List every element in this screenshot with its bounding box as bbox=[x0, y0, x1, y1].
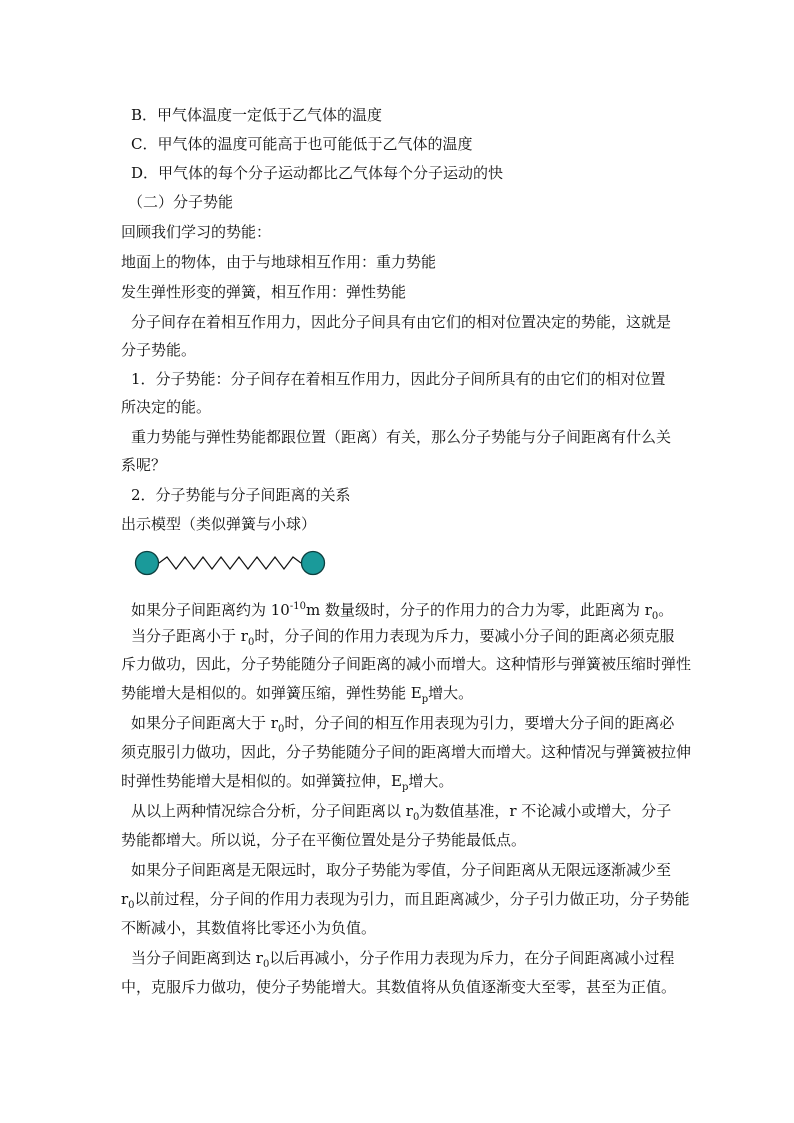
infinity-cont-1: $r_0$以前过程，分子间的作用力表现为引力，而且距离减少，分子引力做正功，分子势能 bbox=[121, 890, 690, 911]
last-paragraph: 当分子间距离到达 $r_0$以后再减小，分子作用力表现为斥力，在分子间距离减小过程 bbox=[131, 949, 675, 970]
spring bbox=[159, 557, 301, 569]
last-paragraph-cont: 中，克服斥力做功，使分子势能增大。其数值将从负值逐渐变大至零，甚至为正值。 bbox=[121, 978, 677, 996]
paragraph-1: 分子间存在着相互作用力，因此分子间具有由它们的相对位置决定的势能，这就是 bbox=[131, 313, 672, 331]
greater-than-paragraph: 如果分子间距离大于 $r_0$时，分子间的相互作用表现为引力，要增大分子间的距离必 bbox=[131, 714, 675, 735]
section-title: （二）分子势能 bbox=[128, 193, 234, 211]
summary-paragraph: 从以上两种情况综合分析，分子间距离以 $r_0$为数值基准，r 不论减小或增大，分子 bbox=[131, 802, 672, 823]
infinity-cont-2: 不断减小，其数值将比零还小为负值。 bbox=[121, 919, 377, 937]
relation-heading: 2．分子势能与分子间距离的关系 bbox=[131, 486, 351, 504]
elastic-line: 发生弹性形变的弹簧，相互作用：弹性势能 bbox=[121, 283, 407, 301]
option-b: B．甲气体温度一定低于乙气体的温度 bbox=[131, 106, 383, 124]
option-d: D．甲气体的每个分子运动都比乙气体每个分子运动的快 bbox=[131, 164, 504, 182]
definition: 1．分子势能：分子间存在着相互作用力，因此分子间所具有的由它们的相对位置 bbox=[131, 370, 666, 388]
less-than-paragraph: 当分子距离小于 $r_0$时，分子间的作用力表现为斥力，要减小分子间的距离必须克服 bbox=[131, 627, 675, 648]
paragraph-1-cont: 分子势能。 bbox=[121, 341, 197, 359]
left-ball bbox=[136, 552, 159, 575]
option-c: C．甲气体的温度可能高于也可能低于乙气体的温度 bbox=[131, 135, 473, 153]
definition-cont: 所决定的能。 bbox=[121, 398, 212, 416]
less-than-cont-1: 斥力做功，因此，分子势能随分子间距离的减小而增大。这种情形与弹簧被压缩时弹性 bbox=[121, 655, 692, 673]
r0-paragraph: 如果分子间距离约为 $10^{-10}m$ 数量级时，分子的作用力的合力为零，此距离为 $r_0$。 bbox=[131, 601, 674, 622]
spring-ball-model bbox=[134, 549, 329, 577]
greater-than-cont-2: 时弹性势能增大是相似的。如弹簧拉伸，$E_p$增大。 bbox=[121, 772, 454, 793]
right-ball bbox=[302, 552, 325, 575]
gravity-line: 地面上的物体，由于与地球相互作用：重力势能 bbox=[121, 253, 437, 271]
greater-than-cont-1: 须克服引力做功，因此，分子势能随分子间的距离增大而增大。这种情况与弹簧被拉伸 bbox=[121, 743, 692, 761]
question-cont: 系呢？ bbox=[121, 456, 167, 474]
infinity-paragraph: 如果分子间距离是无限远时，取分子势能为零值，分子间距离从无限远逐渐减少至 bbox=[131, 861, 672, 879]
question: 重力势能与弹性势能都跟位置（距离）有关，那么分子势能与分子间距离有什么关 bbox=[131, 428, 672, 446]
model-heading: 出示模型（类似弹簧与小球） bbox=[121, 515, 317, 533]
review-line: 回顾我们学习的势能： bbox=[121, 223, 272, 241]
summary-cont: 势能都增大。所以说，分子在平衡位置处是分子势能最低点。 bbox=[121, 831, 527, 849]
less-than-cont-2: 势能增大是相似的。如弹簧压缩，弹性势能 $E_p$增大。 bbox=[121, 684, 474, 705]
